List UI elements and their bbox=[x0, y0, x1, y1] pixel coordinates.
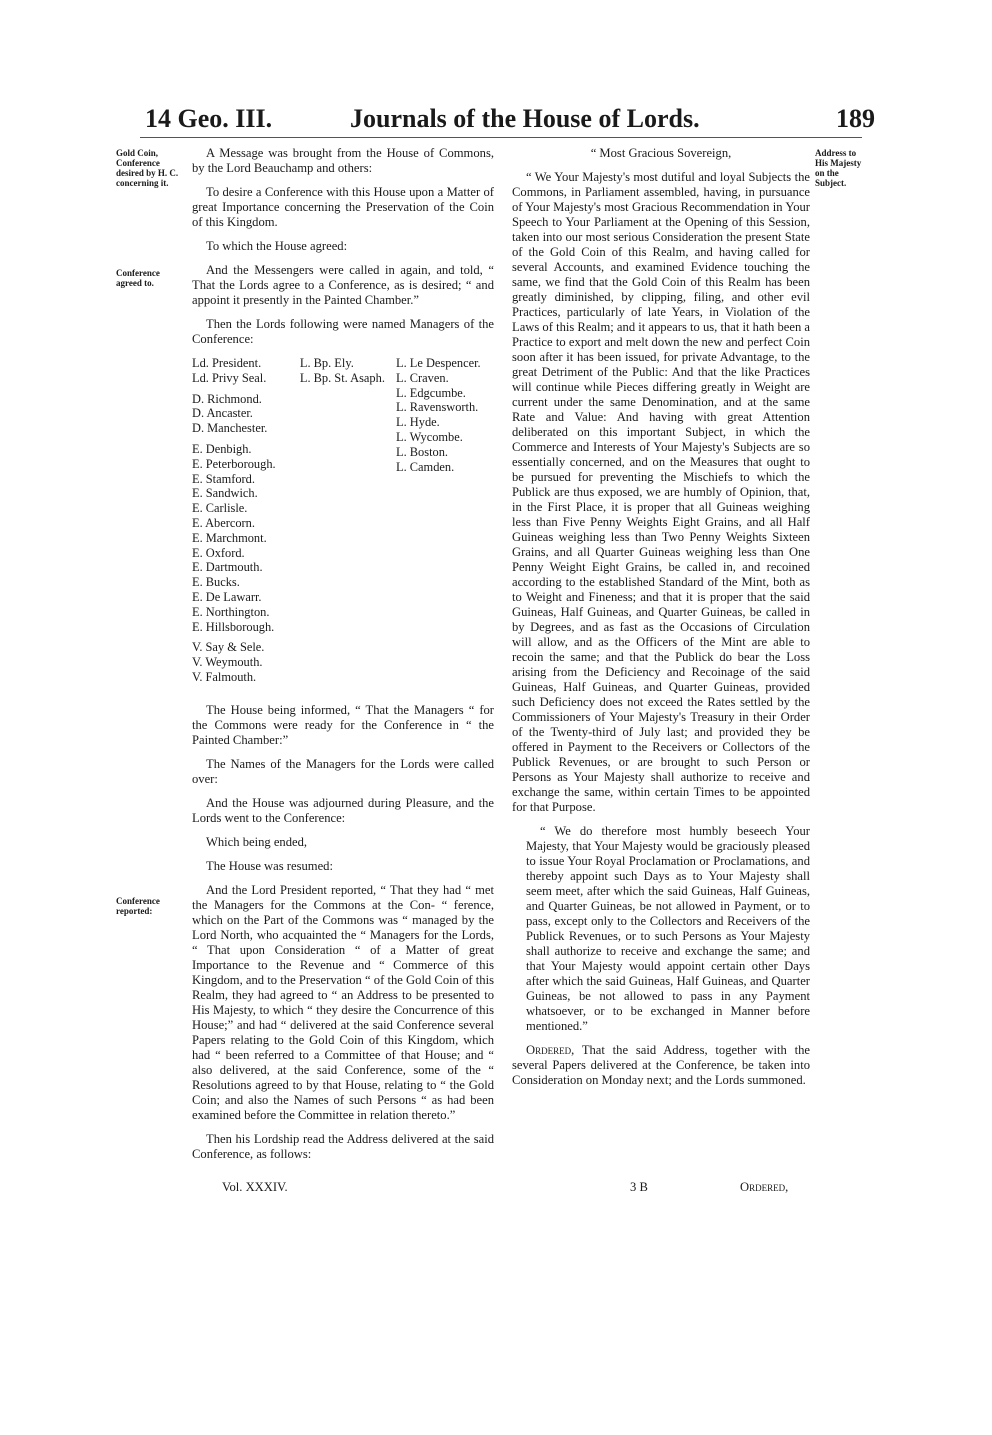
paragraph-names-called: The Names of the Managers for the Lords were called over: bbox=[192, 756, 494, 786]
manager-name: E. Abercorn. bbox=[192, 515, 255, 530]
paragraph-lord-president-report: And the Lord President reported, “ That they had “ met the Managers for the Commons at the Con- “ ference, which on the Part of the Commons was “ managed by the Lord North, who acquainted the “ Managers for the Lords, “ That upon Consideration “ of a Matter of great Importance to the Revenue and “ Commerce of this Kingdom, and to the Preservation “ of the Gold Coin of this Realm, they had agreed to “ an Address to be presented to His Majesty, to which “ they desire the Concurrence of this House;” and had “ delivered at the said Conference several Papers relating to the Gold Coin of this Kingdom, which had “ been referred to a Committee of that House; and “ also delivered, at the said Conference, some of the “ Resolutions agreed to by that House, relating to “ the Gold Coin; and also the Names of such Persons “ as had been examined before the Committee in relation thereto.” bbox=[192, 882, 494, 1122]
paragraph-desire-conference: To desire a Conference with this House upon a Matter of great Importance concerning the Preservation of the Coin of this Kingdom. bbox=[192, 185, 494, 229]
signature-mark: 3 B bbox=[630, 1180, 648, 1194]
manager-name: L. Edgcumbe. bbox=[396, 385, 466, 400]
manager-name: L. Boston. bbox=[396, 444, 449, 459]
paragraph-house-agreed: To which the House agreed: bbox=[206, 239, 348, 253]
address-prayer: “ We do therefore most humbly beseech Your Majesty, that Your Majesty would be graciously pleased to issue Your Royal Proclamation or Proclamations, and thereby appoint such Days as to Your Majesty shall seem meet, after which the said Guineas, Half Guineas, and Quarter Guineas, be not allowed in Payment, or to pass, except only to the Collectors and Receivers of the Publick Revenues, or to such Persons as Your Majesty shall authorize to receive and exchange the same; and that Your Majesty would appoint certain other Days after which the said Guineas, Half Guineas, and Quarter Guineas, be not allowed to pass in any Payment whatsoever, or to be exchanged in Manner before mentioned.” bbox=[526, 824, 810, 1033]
margin-note-conference-agreed: Conference agreed to. bbox=[116, 268, 160, 288]
managers-column-3 bbox=[396, 356, 494, 691]
manager-name: Ld. Privy Seal. bbox=[192, 370, 267, 385]
left-column bbox=[192, 146, 494, 1171]
managers-column-1 bbox=[192, 356, 294, 691]
manager-name: E. De Lawarr. bbox=[192, 589, 262, 604]
manager-name: L. Craven. bbox=[396, 370, 449, 385]
manager-name: E. Oxford. bbox=[192, 545, 245, 560]
ordered-text: That the said Address, together with the several Papers delivered at the Conference, be taken into Consideration on Monday next; and the Lords summoned. bbox=[512, 1043, 811, 1087]
header-rule bbox=[140, 137, 862, 138]
paragraph-ordered bbox=[512, 1043, 810, 1088]
managers-group-officers bbox=[192, 356, 294, 386]
paragraph-message: A Message was brought from the House of Commons, by the Lord Beauchamp and others: bbox=[192, 146, 494, 175]
manager-name: V. Weymouth. bbox=[192, 655, 263, 670]
manager-name: E. Sandwich. bbox=[192, 486, 258, 501]
manager-name: E. Stamford. bbox=[192, 471, 255, 486]
manager-name: V. Say & Sele. bbox=[192, 640, 265, 655]
manager-name: L. Le Despencer. bbox=[396, 356, 481, 370]
manager-name: D. Richmond. bbox=[192, 391, 262, 406]
paragraph-house-informed: The House being informed, “ That the Managers “ for the Commons were ready for the Conference in “ the Painted Chamber:” bbox=[192, 702, 494, 747]
managers-list bbox=[192, 356, 494, 691]
manager-name: L. Camden. bbox=[396, 459, 455, 474]
manager-name: E. Denbigh. bbox=[192, 441, 252, 456]
managers-group-viscounts bbox=[192, 640, 294, 684]
manager-name: Ld. President. bbox=[192, 356, 262, 370]
paragraph-messengers: And the Messengers were called in again, and told, “ That the Lords agree to a Conference, as is desired; “ and appoint it presently in the Painted Chamber.” bbox=[192, 263, 494, 307]
manager-name: L. Bp. St. Asaph. bbox=[299, 370, 385, 385]
manager-name: V. Falmouth. bbox=[192, 669, 257, 684]
manager-name: L. Ravensworth. bbox=[396, 400, 479, 415]
paragraph-which-ended: Which being ended, bbox=[206, 834, 308, 849]
margin-note-gold-coin: Gold Coin, Conference desired by H. C. concerning it. bbox=[116, 148, 179, 188]
right-column bbox=[512, 146, 810, 1097]
paragraph-house-resumed: The House was resumed: bbox=[206, 858, 333, 873]
manager-name: D. Manchester. bbox=[192, 421, 268, 436]
manager-name: E. Peterborough. bbox=[192, 456, 276, 471]
managers-group-dukes bbox=[192, 392, 294, 436]
manager-name: E. Marchmont. bbox=[192, 530, 267, 545]
paragraph-managers-named: Then the Lords following were named Managers of the Conference: bbox=[192, 317, 494, 346]
paragraph-address-read: Then his Lordship read the Address delivered at the said Conference, as follows: bbox=[192, 1131, 494, 1161]
manager-name: L. Hyde. bbox=[396, 415, 440, 430]
ordered-word: Ordered, bbox=[526, 1043, 575, 1057]
header-regnal-year: 14 Geo. III. bbox=[145, 104, 273, 133]
manager-name: E. Dartmouth. bbox=[192, 560, 263, 575]
catchword: Ordered, bbox=[740, 1180, 789, 1194]
manager-name: L. Wycombe. bbox=[396, 429, 463, 444]
address-body: “ We Your Majesty's most dutiful and loyal Subjects the Commons, in Parliament assembled, having, in pursuance of Your Majesty's most Gracious Recommendation in Your Speech to Your Parliament at the Opening of this Session, taken into our most serious Consideration the present State of the Gold Coin of this Realm, and having called for several Accounts, and examined Evidence touching the same, we find that the Gold Coin of this Realm has been greatly diminished, by clipping, filing, and other evil Practices, particularly of late Years, in Violation of the Laws of this Realm; and it appears to us, that it hath been a Practice to export and melt down the new and perfect Coin soon after it has been issued, for private Advantage, to the great Detriment of the Public: And that the like Practices will continue while Pieces differing greatly in Weight are current under the same Denomination, and at the same Rate and Value: And having with great Attention deliberated on this important Subject, in which the Commerce and Interests of Your Majesty's Subjects are so essentially concerned, and on the Measures that ought to be pursued for preventing the Mischiefs to which the Publick are thus exposed, we are humbly of Opinion, that, in the First Place, it is proper that all Guineas weighing less than Five Penny Weights Eight Grains, and all Half Guineas weighing less than Two Penny Weights Sixteen Grains, and all Quarter Guineas weighing less than One Penny Weight Eight Grains, be called in, and recoined according to the established Standard of the Mint, both as to Weight and Fineness; and that it is proper that the said Guineas, Half Guineas, and Quarter Guineas, be called in by Degrees, and as fast as the Occasions of Circulation will allow, and as the Officers of the Mint are able to recoin the same; and that the Publick do bear the Loss arising from the Deficiency and Recoinage of the said Guineas, Half Guineas, and Quarter Guineas, provided such Deficiency does not exceed the Rates settled by the Commissioners of Your Majesty's Treasury in their Order of the Twenty-third of July last; and provided they be offered in Payment to the Receivers or Collectors of the Publick Revenues, or are brought to such Person or Persons as Your Majesty shall authorize to receive and exchange the same, within certain Times to be appointed for that Purpose. bbox=[512, 170, 810, 814]
manager-name: E. Bucks. bbox=[192, 575, 240, 590]
paragraph-adjourned: And the House was adjourned during Pleasure, and the Lords went to the Conference: bbox=[192, 795, 494, 825]
volume-number: Vol. XXXIV. bbox=[222, 1180, 288, 1194]
managers-group-earls bbox=[192, 442, 294, 634]
margin-note-conference-reported: Conference reported: bbox=[116, 896, 160, 916]
manager-name: E. Northington. bbox=[192, 604, 270, 619]
manager-name: L. Bp. Ely. bbox=[299, 356, 354, 370]
margin-note-address: Address to His Majesty on the Subject. bbox=[815, 148, 862, 188]
address-salutation: “ Most Gracious Sovereign, bbox=[590, 146, 732, 160]
header-title: Journals of the House of Lords. bbox=[350, 104, 700, 133]
manager-name: E. Carlisle. bbox=[192, 501, 248, 516]
manager-name: E. Hillsborough. bbox=[192, 619, 275, 634]
page-number: 189 bbox=[836, 104, 875, 133]
managers-column-2 bbox=[300, 356, 390, 691]
manager-name: D. Ancaster. bbox=[192, 406, 253, 421]
